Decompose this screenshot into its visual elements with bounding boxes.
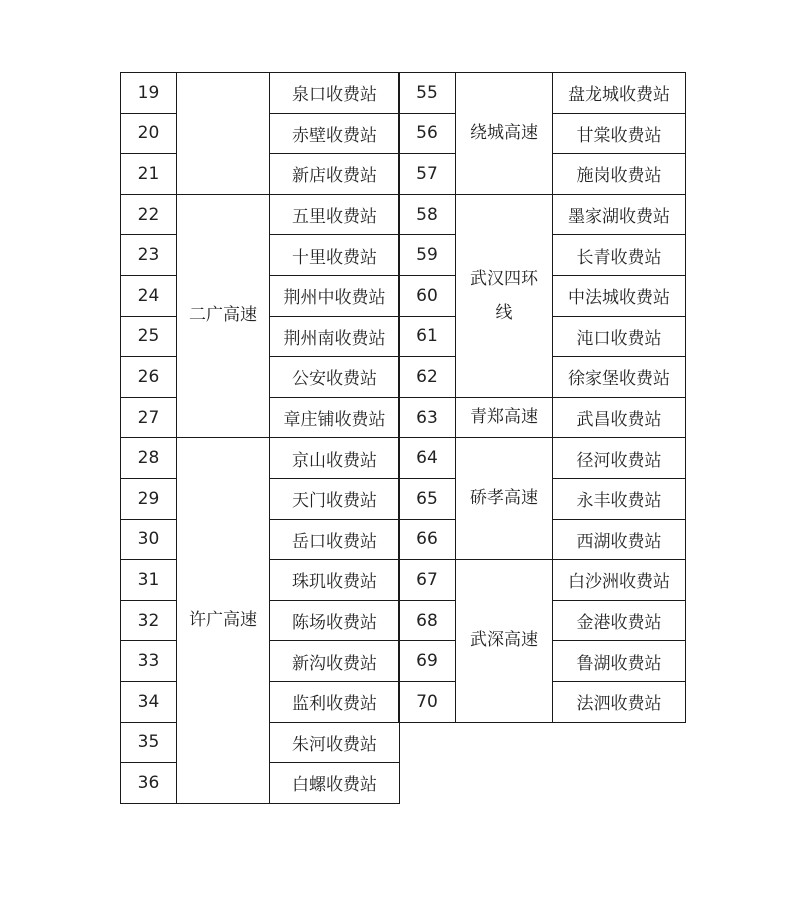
toll-station-name: 监利收费站 [270,681,400,722]
row-number: 69 [399,641,456,682]
expressway-name: 二广高速 [177,194,270,438]
toll-station-name: 荆州南收费站 [270,316,400,357]
table-row [121,194,400,235]
row-number: 61 [399,316,456,357]
row-number: 56 [399,113,456,154]
row-number: 35 [121,722,177,763]
row-number: 24 [121,275,177,316]
toll-station-table-left [120,72,400,804]
toll-station-name: 甘棠收费站 [553,113,686,154]
row-number: 57 [399,154,456,195]
row-number: 32 [121,600,177,641]
row-number: 22 [121,194,177,235]
row-number: 20 [121,113,177,154]
row-number: 65 [399,478,456,519]
table-row [121,438,400,479]
row-number: 19 [121,73,177,114]
table-row [399,560,686,601]
toll-station-name: 永丰收费站 [553,478,686,519]
table-row [399,194,686,235]
left-table-body [121,73,400,804]
row-number: 26 [121,357,177,398]
row-number: 30 [121,519,177,560]
right-table-body [399,73,686,723]
expressway-name: 绕城高速 [456,73,553,195]
toll-station-name: 金港收费站 [553,600,686,641]
toll-station-name: 白螺收费站 [270,763,400,804]
toll-station-name: 新店收费站 [270,154,400,195]
row-number: 31 [121,560,177,601]
expressway-name: 许广高速 [177,438,270,803]
toll-station-name: 西湖收费站 [553,519,686,560]
row-number: 27 [121,397,177,438]
toll-station-name: 墨家湖收费站 [553,194,686,235]
row-number: 66 [399,519,456,560]
toll-station-name: 施岗收费站 [553,154,686,195]
toll-station-name: 盘龙城收费站 [553,73,686,114]
toll-station-name: 五里收费站 [270,194,400,235]
row-number: 29 [121,478,177,519]
expressway-name: 青郑高速 [456,397,553,438]
row-number: 55 [399,73,456,114]
row-number: 68 [399,600,456,641]
row-number: 33 [121,641,177,682]
toll-station-name: 荆州中收费站 [270,275,400,316]
toll-station-name: 鲁湖收费站 [553,641,686,682]
table-row [121,73,400,114]
toll-station-name: 武昌收费站 [553,397,686,438]
table-row [399,73,686,114]
table-row [399,438,686,479]
row-number: 28 [121,438,177,479]
toll-station-name: 徐家堡收费站 [553,357,686,398]
toll-station-name: 章庄铺收费站 [270,397,400,438]
row-number: 23 [121,235,177,276]
row-number: 64 [399,438,456,479]
row-number: 63 [399,397,456,438]
row-number: 62 [399,357,456,398]
toll-station-name: 京山收费站 [270,438,400,479]
row-number: 67 [399,560,456,601]
toll-station-name: 朱河收费站 [270,722,400,763]
toll-station-name: 法泗收费站 [553,681,686,722]
toll-station-name: 陈场收费站 [270,600,400,641]
row-number: 58 [399,194,456,235]
expressway-name: 武汉四环线 [456,194,553,397]
expressway-name: 硚孝高速 [456,438,553,560]
row-number: 34 [121,681,177,722]
table-row [399,397,686,438]
toll-station-name: 岳口收费站 [270,519,400,560]
expressway-name: 武深高速 [456,560,553,722]
expressway-name [177,73,270,195]
toll-station-name: 珠玑收费站 [270,560,400,601]
toll-station-name: 沌口收费站 [553,316,686,357]
row-number: 36 [121,763,177,804]
toll-station-name: 中法城收费站 [553,275,686,316]
row-number: 25 [121,316,177,357]
row-number: 60 [399,275,456,316]
toll-station-name: 径河收费站 [553,438,686,479]
row-number: 70 [399,681,456,722]
toll-station-name: 白沙洲收费站 [553,560,686,601]
toll-station-name: 公安收费站 [270,357,400,398]
toll-station-name: 天门收费站 [270,478,400,519]
row-number: 21 [121,154,177,195]
toll-station-name: 泉口收费站 [270,73,400,114]
toll-station-name: 长青收费站 [553,235,686,276]
toll-station-table-right [398,72,686,723]
row-number: 59 [399,235,456,276]
toll-station-name: 赤壁收费站 [270,113,400,154]
toll-station-name: 十里收费站 [270,235,400,276]
toll-station-name: 新沟收费站 [270,641,400,682]
